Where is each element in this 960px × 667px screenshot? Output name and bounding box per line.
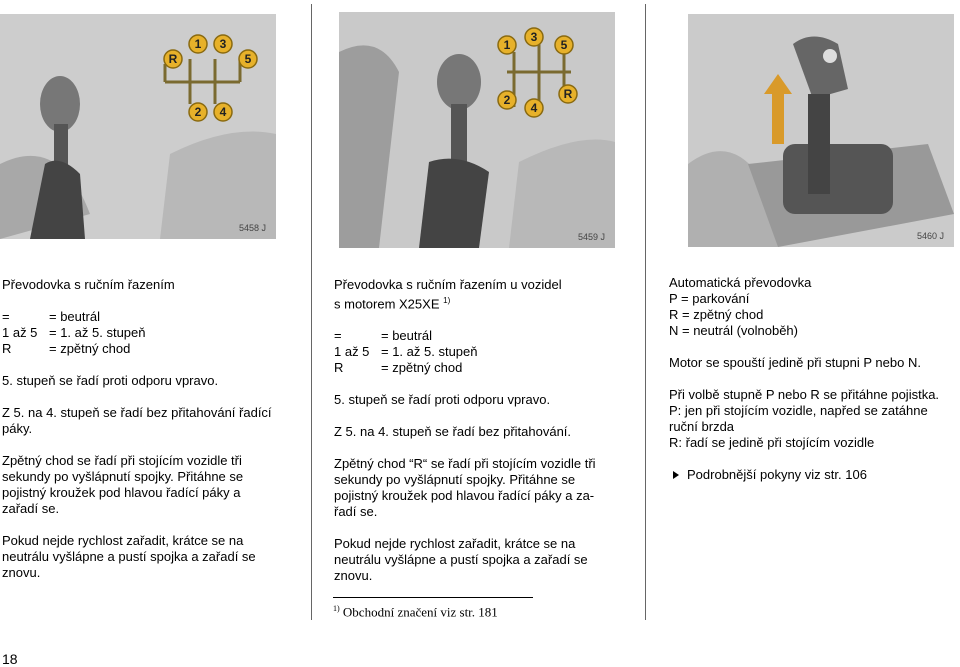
paragraph-line: Pokud nejde rychlost zařadit, krátce se na xyxy=(2,533,244,548)
selector-lever-illustration xyxy=(688,14,954,247)
section-title: Převodovka s ručním řazením u vozidel xyxy=(334,277,562,292)
paragraph-line: Při volbě stupně P nebo R se přitáhne pojistka. xyxy=(669,387,940,402)
gear-label: 4 xyxy=(219,105,227,119)
paragraph-line: neutrálu vyšlápne a pustí spojka a zařadí se xyxy=(2,549,256,564)
paragraph-line: pojistný kroužek pod hlavou řadící páky a za- xyxy=(334,488,595,504)
footnote-separator xyxy=(333,597,533,598)
gear-label: R xyxy=(563,87,573,101)
manual-gearbox-image xyxy=(0,14,276,239)
paragraph-line: páky. xyxy=(2,421,33,436)
paragraph-line: znovu. xyxy=(2,565,41,580)
paragraph: 5. stupeň se řadí proti odporu vpravo. xyxy=(2,373,219,388)
paragraph: Motor se spouští jedině při stupni P nebo N. xyxy=(669,355,921,370)
legend-row: = = beutrál xyxy=(334,328,432,344)
paragraph: 5. stupeň se řadí proti odporu vpravo. xyxy=(334,392,551,408)
paragraph-line: neutrálu vyšlápne a pustí spojka a zařadí se xyxy=(334,552,588,568)
image-code: 5460 J xyxy=(916,231,944,241)
paragraph-line: P: jen při stojícím vozidle, napřed se zatáhne xyxy=(669,403,928,418)
paragraph-line: Pokud nejde rychlost zařadit, krátce se na xyxy=(334,536,576,552)
paragraph-line: pojistný kroužek pod hlavou řadící páky a xyxy=(2,485,241,500)
triangle-right-icon xyxy=(673,471,679,479)
column-automatic xyxy=(669,275,959,483)
cross-reference-link[interactable]: Podrobnější pokyny viz str. 106 xyxy=(669,467,959,483)
gear-label: 4 xyxy=(530,101,538,115)
legend-line: N = neutrál (volnoběh) xyxy=(669,323,798,338)
footnote: $^{1)}$ Obchodní značení viz str. 181 xyxy=(333,604,498,620)
gear-label: R xyxy=(168,52,178,66)
legend-line: P = parkování xyxy=(669,291,750,306)
image-code: 5459 J xyxy=(577,232,605,242)
paragraph-line: R: řadí se jedině při stojícím vozidle xyxy=(669,435,875,450)
paragraph-line: sekundy po vyšlápnutí spojky. Přitáhne se xyxy=(2,469,244,484)
gear-label: 2 xyxy=(503,93,511,107)
paragraph-line: znovu. xyxy=(334,568,373,584)
paragraph-line: sekundy po vyšlápnutí spojky. Přitáhne se xyxy=(334,472,576,488)
column-manual-x25xe xyxy=(334,277,634,584)
paragraph-line: Zpětný chod “R“ se řadí při stojícím vozidle tři xyxy=(334,456,596,472)
column-rule-right xyxy=(645,4,646,620)
page-number: 18 xyxy=(2,651,18,667)
gear-label: 1 xyxy=(503,38,511,52)
legend-row: R = zpětný chod xyxy=(334,360,463,376)
automatic-gearbox-image xyxy=(688,14,954,247)
footnote-ref: 1) xyxy=(443,296,451,305)
section-title: Převodovka s ručním řazením xyxy=(2,277,175,292)
legend-row: = = beutrál xyxy=(2,309,100,324)
paragraph: Z 5. na 4. stupeň se řadí bez přitahování. xyxy=(334,424,572,440)
paragraph-line: Z 5. na 4. stupeň se řadí bez přitahování řadící xyxy=(2,405,272,420)
legend-line: R = zpětný chod xyxy=(669,307,764,322)
paragraph-line: řadí se. xyxy=(334,504,378,520)
section-title-line2: s motorem X25XE $^{1)}$ xyxy=(334,296,451,312)
image-code: 5458 J xyxy=(238,223,266,233)
gear-label: 3 xyxy=(530,30,538,44)
gear-lever-illustration xyxy=(339,12,615,248)
column-rule-left xyxy=(311,4,312,620)
gear-label: 5 xyxy=(244,52,252,66)
legend-row: R = zpětný chod xyxy=(2,341,131,356)
legend-row: 1 až 5 = 1. až 5. stupeň xyxy=(334,344,478,360)
gear-label: 3 xyxy=(219,37,227,51)
gear-label: 5 xyxy=(560,38,568,52)
gear-label: 1 xyxy=(194,37,202,51)
footnote-marker: 1) xyxy=(333,604,340,613)
legend-row: 1 až 5 = 1. až 5. stupeň xyxy=(2,325,146,340)
column-manual xyxy=(2,277,302,581)
paragraph-line: ruční brzda xyxy=(669,419,735,434)
section-title: Automatická převodovka xyxy=(669,275,812,290)
gear-label: 2 xyxy=(194,105,202,119)
gear-lever-illustration xyxy=(0,14,276,239)
paragraph-line: Zpětný chod se řadí při stojícím vozidle tři xyxy=(2,453,242,468)
paragraph-line: zařadí se. xyxy=(2,501,60,516)
manual-gearbox-x25xe-image xyxy=(339,12,615,248)
